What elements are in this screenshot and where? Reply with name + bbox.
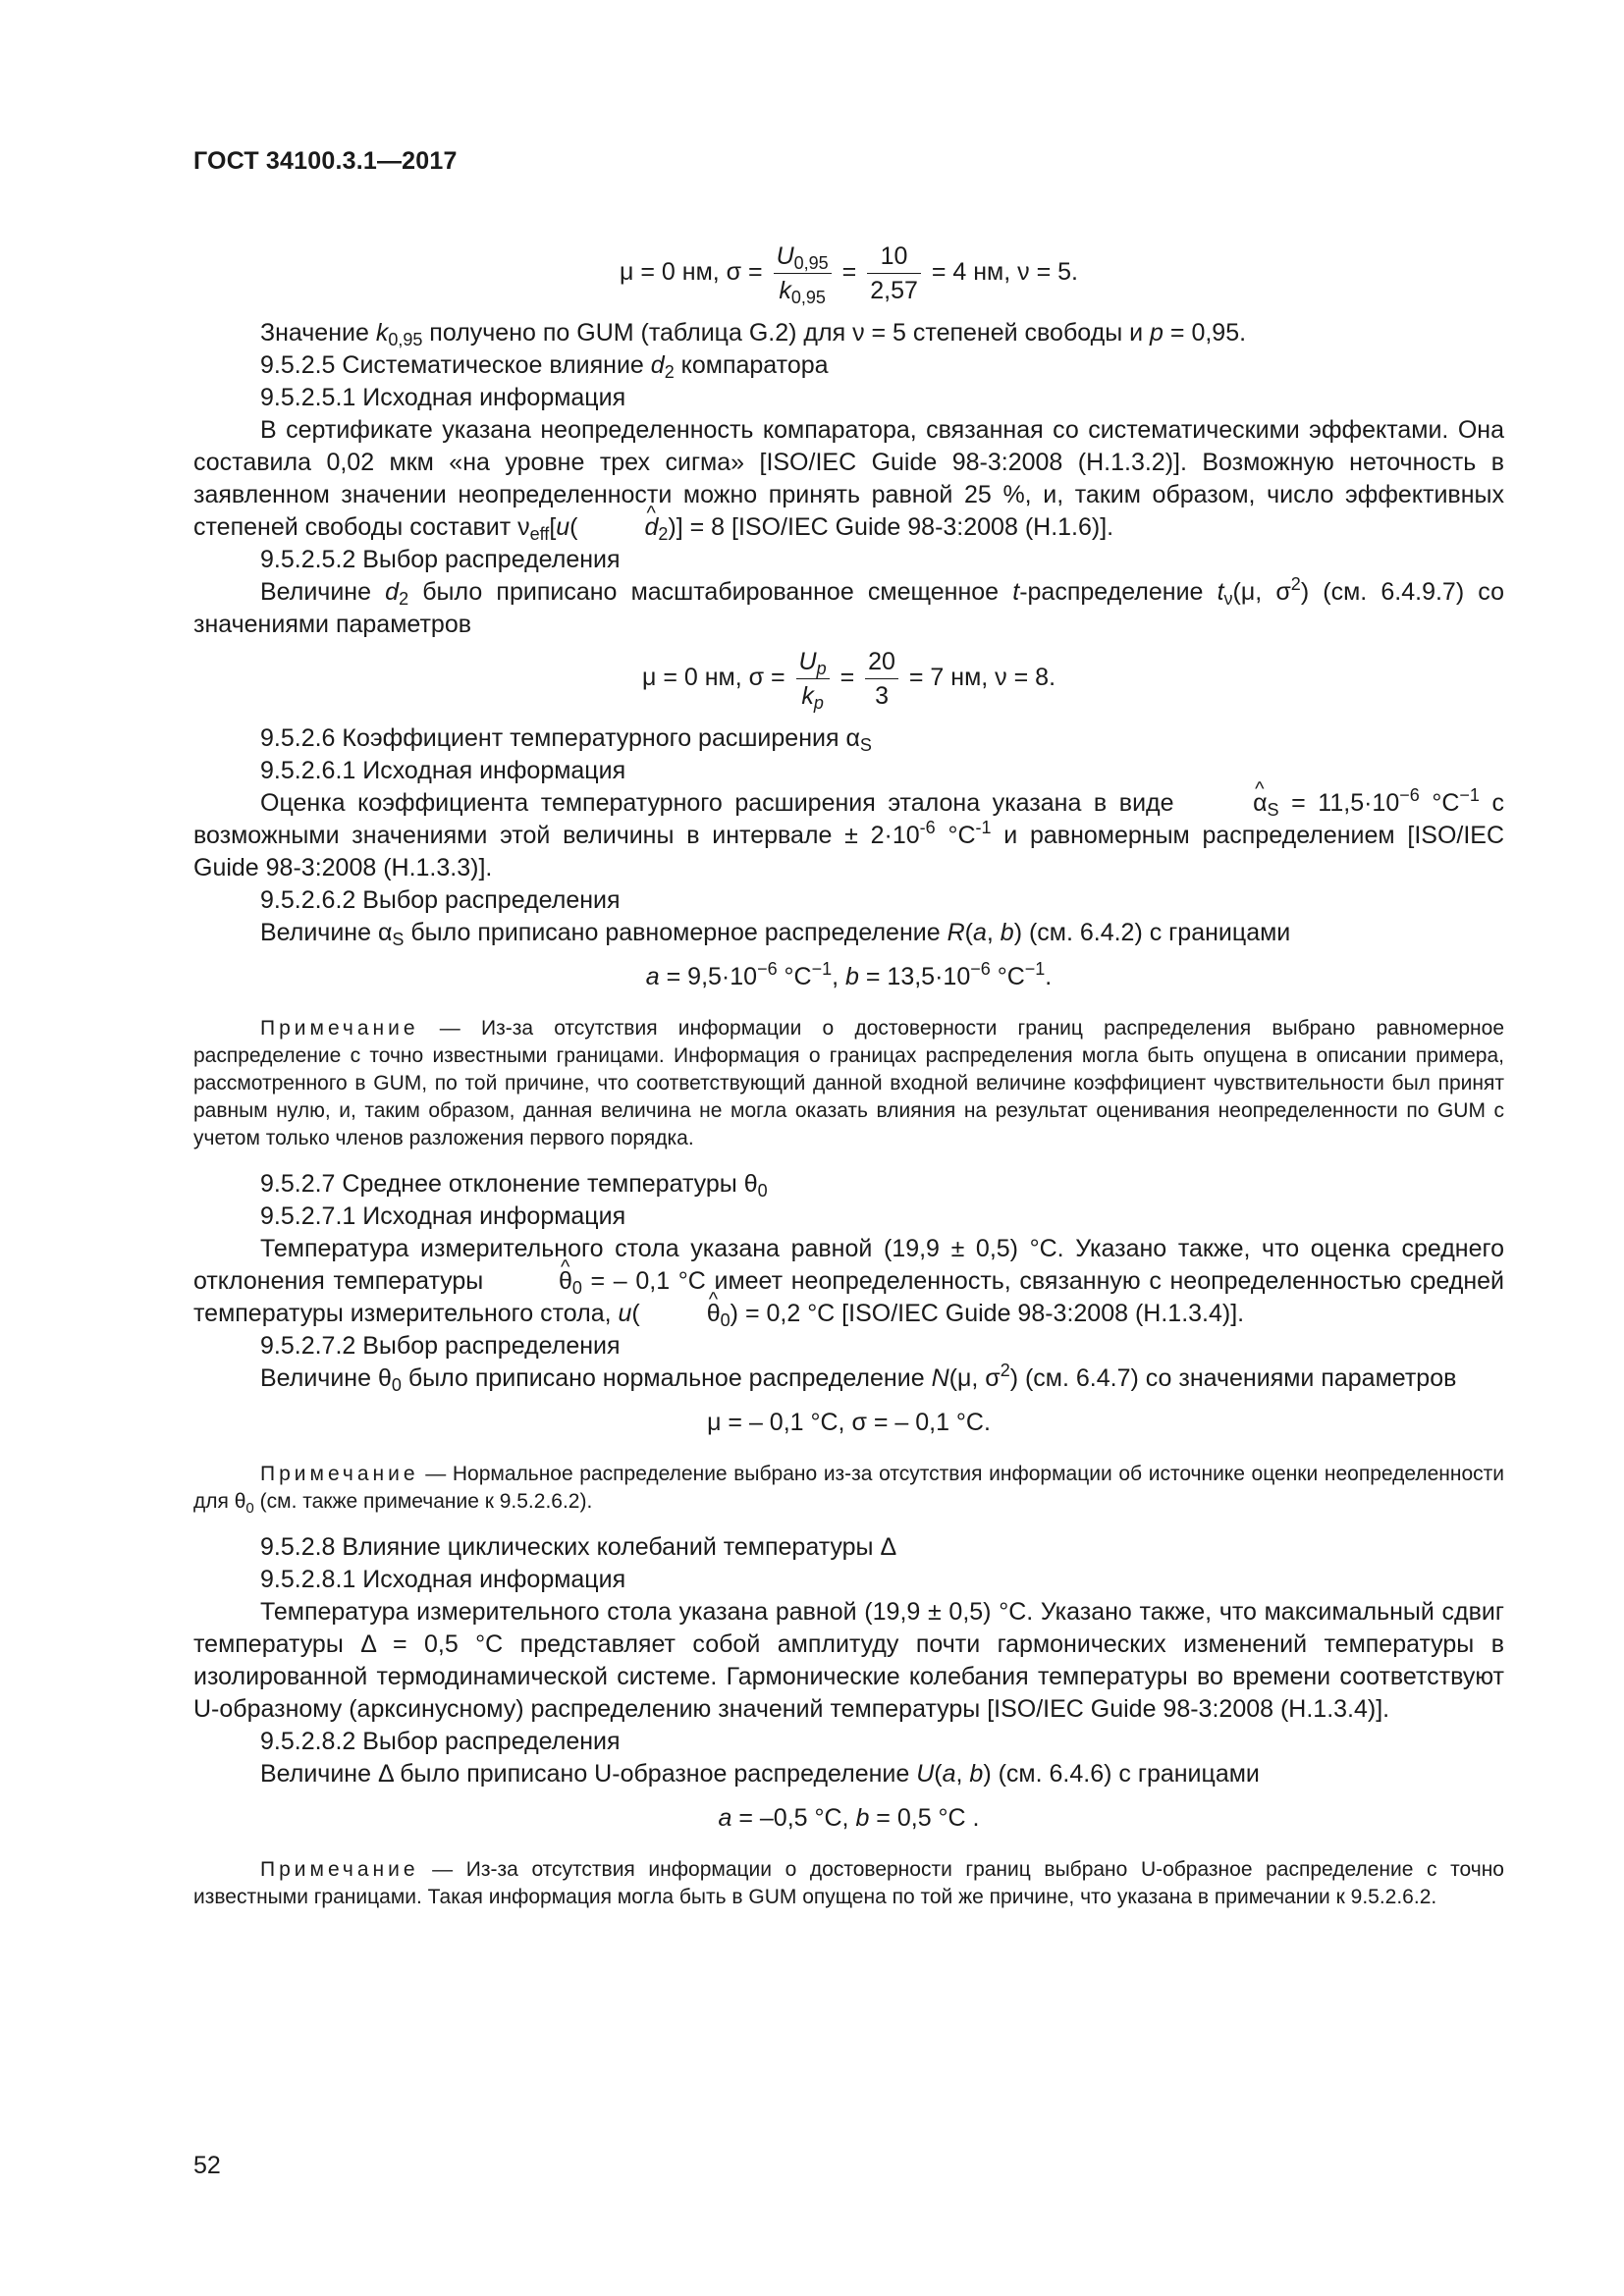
- formula-rhs: = 4 нм, ν = 5.: [931, 258, 1078, 287]
- heading-9-5-2-8: 9.5.2.8 Влияние циклических колебаний температуры Δ: [260, 1533, 897, 1561]
- heading-9-5-2-7-1: 9.5.2.7.1 Исходная информация: [260, 1202, 626, 1230]
- paragraph-uniform-distribution: Величине $\alpha_S$ было приписано равномерное распределение R(a, b) (см. 6.4.2) с границами: [260, 919, 1291, 949]
- heading-9-5-2-6-2: 9.5.2.6.2 Выбор распределения: [260, 886, 621, 914]
- heading-9-5-2-5-1: 9.5.2.5.1 Исходная информация: [260, 384, 626, 411]
- note-normal: Примечание — Нормальное распределение выбрано из-за отсутствия информации об источнике оценки неопределенности для $\theta_0$ (см. также примечание к 9.5.2.6.2).: [193, 1463, 1504, 1517]
- formula-rhs: = 7 нм, ν = 8.: [908, 664, 1056, 692]
- heading-9-5-2-5-2: 9.5.2.5.2 Выбор распределения: [260, 546, 621, 573]
- formula-sigma-095: μ = 0 нм, σ = $\frac{U_{0,95}}{k_{0,95}}$ = $\frac{10}{2,57}$ = 4 нм, ν = 5.: [620, 242, 1078, 307]
- paragraph-cyclic-temperature: Температура измерительного стола указана равной (19,9 ± 0,5) °C. Указано также, что максимальный сдвиг температуры Δ = 0,5 °C представляет собой амплитуду почти гармонических изменений температуры в изолированной термодинамической системе. Гармонические колебания температуры во времени соответствуют U-образному (арксинусному) распределению значений температуры [ISO/IEC Guide 98-3:2008 (H.1.3.4)].: [193, 1598, 1504, 1723]
- formula-normal-params: μ = – 0,1 °C, σ = – 0,1 °C.: [707, 1409, 991, 1436]
- heading-9-5-2-8-1: 9.5.2.8.1 Исходная информация: [260, 1566, 626, 1593]
- heading-9-5-2-7: 9.5.2.7 Среднее отклонение температуры $\theta_0$: [260, 1170, 768, 1201]
- heading-9-5-2-6: 9.5.2.6 Коэффициент температурного расширения $\alpha_S$: [260, 724, 872, 755]
- paragraph-comparator: В сертификате указана неопределенность компаратора, связанная со систематическими эффектами. Она составила 0,02 мкм «на уровне трех сигма» [ISO/IEC Guide 98-3:2008 (H.1.3.2)]. Возможную неточность в заявленном значении неопределенности можно принять равной 25 %, и, таким образом, число эффективных степеней свободы составит $\nu_{eff}[u(\^{}$ $d_2)] = 8$ [ISO/IEC Guide 98-3:2008 (H.1.6)].: [193, 414, 1504, 544]
- document-header: ГОСТ 34100.3.1—2017: [193, 147, 458, 175]
- heading-9-5-2-7-2: 9.5.2.7.2 Выбор распределения: [260, 1332, 621, 1360]
- paragraph-u-distribution: Величине Δ было приписано U-образное распределение U(a, b) (см. 6.4.6) с границами: [260, 1760, 1260, 1788]
- formula-bounds-alpha: $a = 9,5\cdot 10^{-6}$ $^\circ C^{-1}$, $b = 13,5\cdot 10^{-6}$ $^\circ C^{-1}$.: [645, 959, 1053, 990]
- page-content: [193, 236, 1504, 1927]
- fraction: $\frac{U_{0,95}}{k_{0,95}}$: [774, 241, 832, 305]
- formula-bounds-delta: a = –0,5 °C, b = 0,5 °C .: [718, 1804, 980, 1832]
- paragraph-normal-distribution: Величине $\theta_0$ было приписано нормальное распределение N(μ, $\sigma^2$) (см. 6.4.7) со значениями параметров: [260, 1361, 1457, 1395]
- formula-lhs: μ = 0 нм, σ =: [641, 664, 785, 692]
- page-number: 52: [193, 2152, 221, 2179]
- note-uniform-bounds: Примечание — Из-за отсутствия информации о достоверности границ распределения выбрано равномерное распределение с точно известными границами. Информация о границах распределения могла быть опущена в описании примера, рассмотренного в GUM, по той причине, что соответствующий данной входной величине коэффициент чувствительности был принят равным нулю, и, таким образом, данная величина не могла оказать влияния на результат оценивания неопределенности по GUM с учетом только членов разложения первого порядка.: [193, 1017, 1504, 1149]
- paragraph-k095: Значение $k_{0,95}$ получено по GUM (таблица G.2) для ν = 5 степеней свободы и p = 0,95.: [260, 319, 1247, 349]
- note-u-shaped: Примечание — Из-за отсутствия информации о достоверности границ выбрано U-образное распределение с точно известными границами. Такая информация могла быть в GUM опущена по той же причине, что указана в примечании к 9.5.2.6.2.: [193, 1858, 1504, 1908]
- heading-9-5-2-8-2: 9.5.2.8.2 Выбор распределения: [260, 1728, 621, 1755]
- paragraph-thermal-expansion: Оценка коэффициента температурного расширения эталона указана в виде ^ $\alpha_S = 11,5\cdot 10^{-6}$ $^\circ C^{-1}$ с возможными значениями этой величины в интервале ± $2\cdot 10^{-6}$ $^\circ C^{-1}$ и равномерным распределением [ISO/IEC Guide 98-3:2008 (H.1.3.3)].: [193, 787, 1504, 884]
- heading-9-5-2-5: 9.5.2.5 Систематическое влияние $d_2$ компаратора: [260, 351, 829, 382]
- formula-sigma-p: μ = 0 нм, σ = $\frac{U_p}{k_p}$ = $\frac{20}{3}$ = 7 нм, ν = 8.: [641, 648, 1056, 713]
- fraction: $\frac{20}{3}$: [865, 647, 898, 711]
- formula-lhs: μ = 0 нм, σ =: [620, 258, 763, 287]
- fraction: $\frac{U_p}{k_p}$: [796, 647, 830, 711]
- paragraph-t-distribution: Величине $d_2$ было приписано масштабированное смещенное t-распределение $t_\nu(\mu$, $\sigma^2$) (см. 6.4.9.7) со значениями параметров: [193, 574, 1504, 638]
- heading-9-5-2-6-1: 9.5.2.6.1 Исходная информация: [260, 757, 626, 784]
- paragraph-temperature-deviation: Температура измерительного стола указана равной (19,9 ± 0,5) °C. Указано также, что оценка среднего отклонения температуры ^ $\theta_0$ = – 0,1 °C имеет неопределенность, связанную с неопределенностью средней температуры измерительного стола, u(^ $\theta_0) = 0,2$ °C [ISO/IEC Guide 98-3:2008 (H.1.3.4)].: [193, 1233, 1504, 1330]
- fraction: $\frac{10}{2,57}$: [867, 241, 921, 305]
